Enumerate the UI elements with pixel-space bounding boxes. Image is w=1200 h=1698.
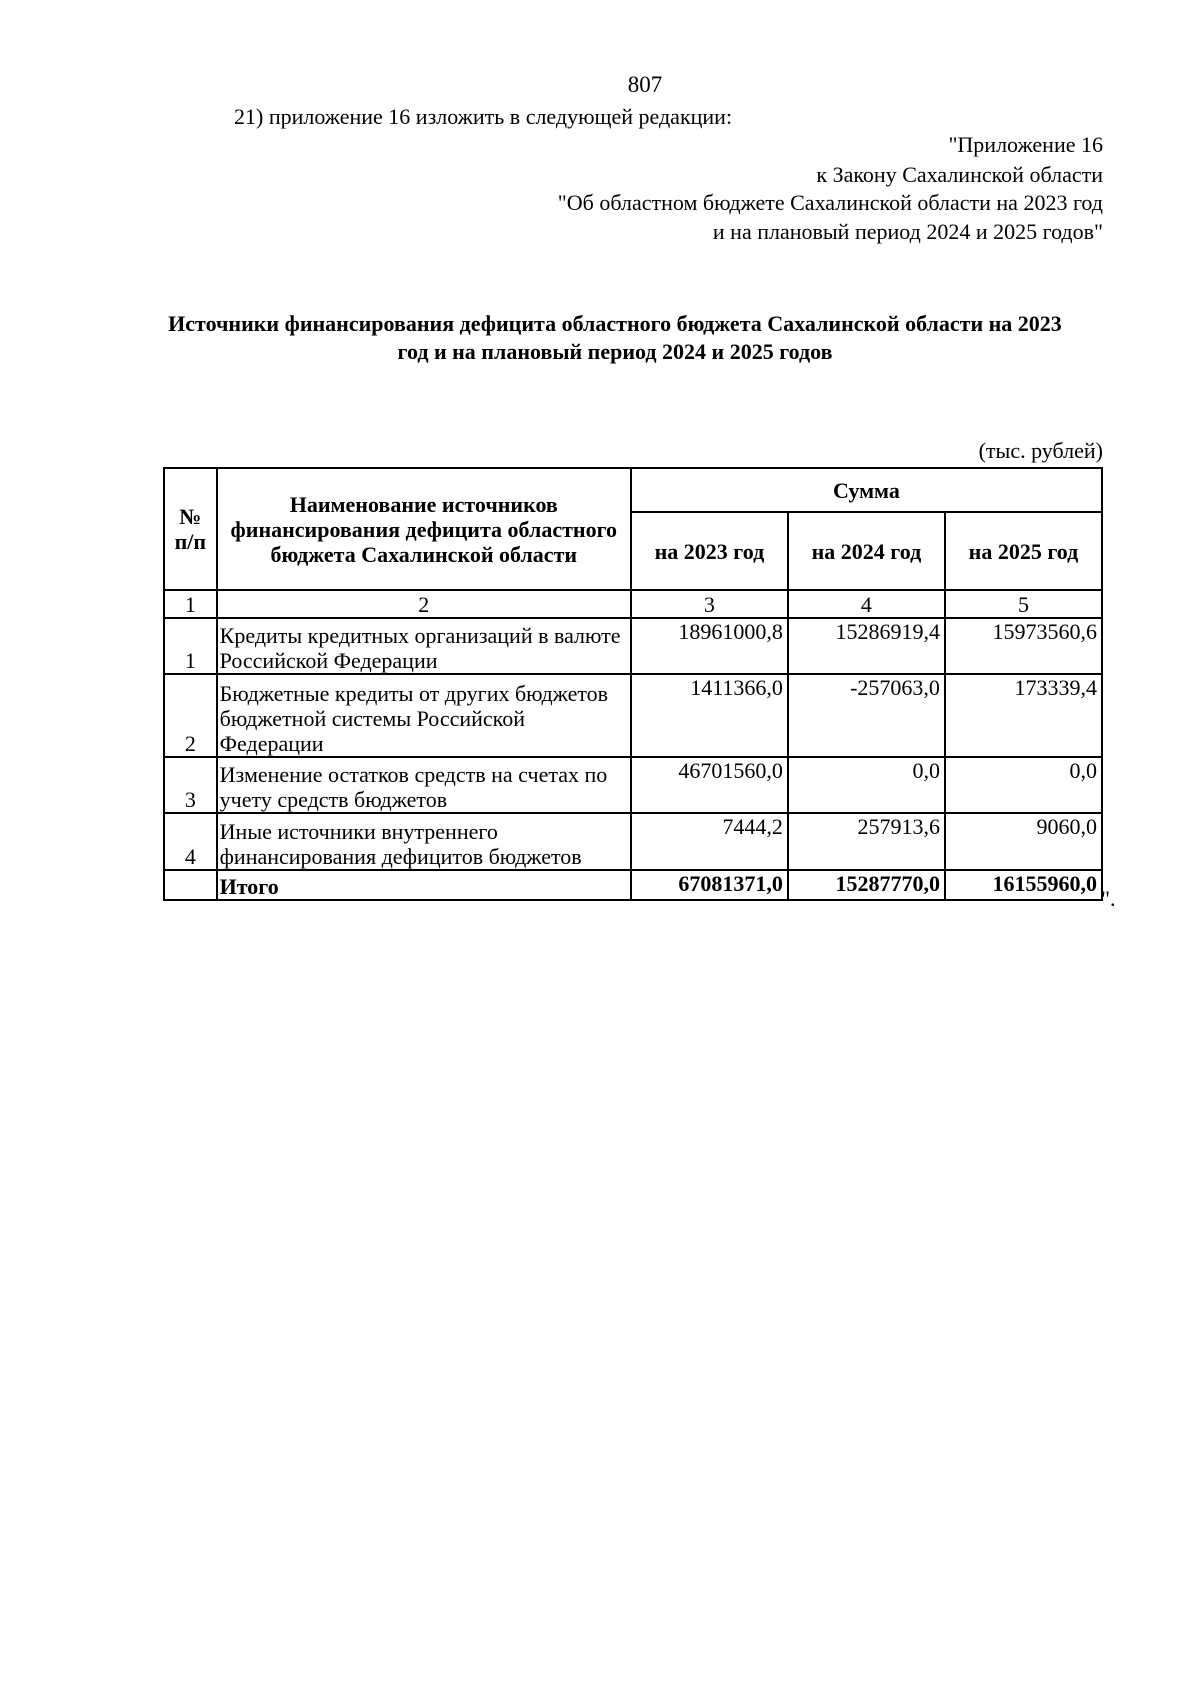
value-2023: 7444,2 — [631, 813, 788, 870]
value-2024: 0,0 — [788, 757, 945, 813]
source-name: Кредиты кредитных организаций в валюте Российской Федерации — [217, 618, 631, 674]
header-year-2025: на 2025 год — [945, 512, 1102, 590]
value-2023: 18961000,8 — [631, 618, 788, 674]
value-2025: 0,0 — [945, 757, 1102, 813]
value-2024: 257913,6 — [788, 813, 945, 870]
value-2025: 15973560,6 — [945, 618, 1102, 674]
value-2023: 46701560,0 — [631, 757, 788, 813]
financing-sources-table — [163, 467, 1103, 901]
page-number: 807 — [627, 72, 663, 97]
appendix-header-line: "Приложение 16 — [948, 132, 1103, 157]
header-source-name: Наименование источников финансирования дефицита областного бюджета Сахалинской области — [217, 468, 631, 590]
value-2023: 1411366,0 — [631, 674, 788, 757]
table-row — [164, 674, 1102, 757]
value-2025: 9060,0 — [945, 813, 1102, 870]
document-title: Источники финансирования дефицита областного бюджета Сахалинской области на 2023 год и на плановый период 2024 и 2025 годов — [168, 311, 1062, 364]
source-name: Бюджетные кредиты от других бюджетов бюджетной системы Российской Федерации — [217, 674, 631, 757]
column-index: 5 — [945, 590, 1102, 618]
appendix-header-line: и на плановый период 2024 и 2025 годов" — [712, 219, 1103, 244]
value-2025: 173339,4 — [945, 674, 1102, 757]
row-number: 4 — [164, 813, 217, 870]
table-row — [164, 813, 1102, 870]
table-row — [164, 757, 1102, 813]
closing-quote: ". — [1101, 886, 1116, 911]
source-name: Изменение остатков средств на счетах по учету средств бюджетов — [217, 757, 631, 813]
appendix-header-line: "Об областном бюджете Сахалинской области на 2023 год — [557, 190, 1103, 215]
amendment-intro: 21) приложение 16 изложить в следующей редакции: — [234, 104, 733, 129]
appendix-header-line: к Закону Сахалинской области — [816, 162, 1103, 187]
units-label: (тыс. рублей) — [978, 438, 1103, 463]
header-year-2023: на 2023 год — [631, 512, 788, 590]
row-number — [164, 870, 217, 900]
total-2024: 15287770,0 — [788, 870, 945, 900]
column-index: 2 — [217, 590, 631, 618]
row-number: 1 — [164, 618, 217, 674]
header-sum: Сумма — [631, 468, 1102, 512]
row-number: 3 — [164, 757, 217, 813]
column-index: 4 — [788, 590, 945, 618]
column-index-row — [164, 590, 1102, 618]
value-2024: 15286919,4 — [788, 618, 945, 674]
table-row — [164, 618, 1102, 674]
total-row — [164, 870, 1102, 900]
column-index: 1 — [164, 590, 217, 618]
total-2025: 16155960,0 — [945, 870, 1102, 900]
header-year-2024: на 2024 год — [788, 512, 945, 590]
column-index: 3 — [631, 590, 788, 618]
source-name: Иные источники внутреннего финансирования дефицитов бюджетов — [217, 813, 631, 870]
row-number: 2 — [164, 674, 217, 757]
total-2023: 67081371,0 — [631, 870, 788, 900]
header-number: № п/п — [164, 468, 217, 590]
value-2024: -257063,0 — [788, 674, 945, 757]
total-label: Итого — [217, 870, 631, 900]
